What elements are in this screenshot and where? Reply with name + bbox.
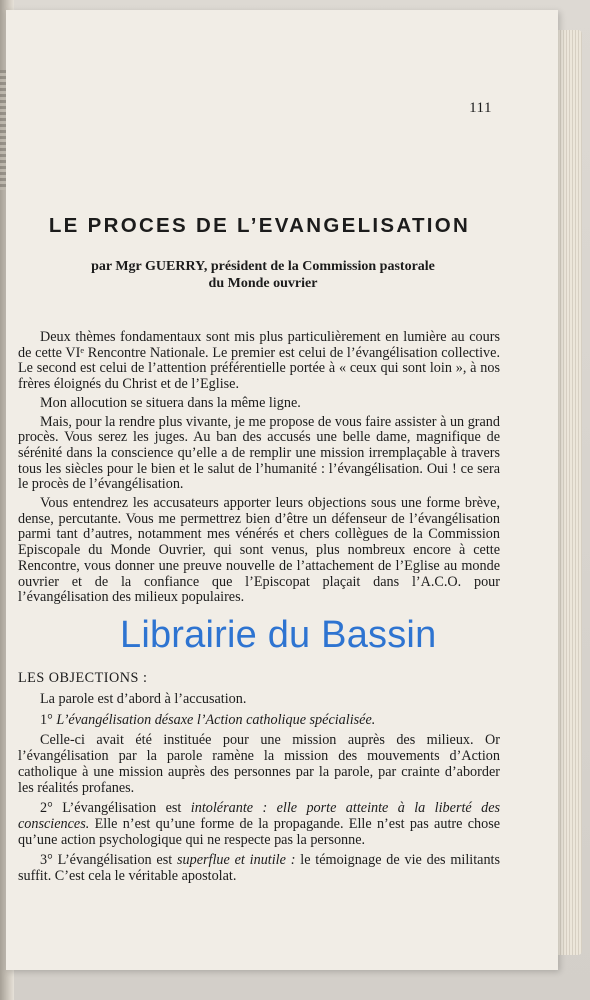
objection-rest: Elle n’est qu’une forme de la propagande. Elle n’est pas autre chose qu’une action psychologique qui ne respecte pas la personne.: [18, 815, 501, 848]
objection-number: 1°: [40, 711, 53, 728]
objection-1-text: Celle-ci avait été instituée pour une mission auprès des milieux. Or l’évangélisation par la parole ramène la mission des mouvements d’Action catholique à une mission auprès des personnes par la parole, par crainte d’aborder les réalités profanes.: [18, 732, 500, 796]
byline-line-1: par Mgr GUERRY, président de la Commission pastorale: [91, 259, 435, 274]
objections-intro: La parole est d’abord à l’accusation.: [40, 691, 247, 707]
paragraph: Vous entendrez les accusateurs apporter leurs objections sous une forme brève, dense, percutante. Vous me permettrez bien d’être un défenseur de l’évangélisation parmi tant d’autres, notamment mes vénérés et chers collègues de la Commission Episcopale du Monde Ouvrier, qui sont venus, plus nombreux encore à cette Rencontre, vous donner une preuve nouvelle de l’attachement de l’Eglise au monde ouvrier et de la confiance que l’Episcopat plaçait dans l’A.C.O. pour l’évangélisation des milieux populaires.: [18, 495, 500, 606]
objection-number: 2°: [40, 800, 53, 817]
objection-3: [18, 853, 500, 884]
objection-lead: L’évangélisation est: [62, 800, 182, 817]
page-number: 111: [469, 100, 492, 116]
body-text: [18, 330, 500, 606]
objection-emphasis: intolérante : elle porte atteinte à la liberté des consciences.: [18, 800, 501, 832]
paragraph: Mais, pour la rendre plus vivante, je me propose de vous faire assister à un grand procès. Vous serez les juges. Au ban des accusés une belle dame, magnifique de sérénité dans la conscience qu’elle a de remplir une mission irremplaçable à travers tous les siècles pour le bien et le salut de l’humanité : l’évangélisation. Oui ! ce sera le procès de l’évangélisation.: [18, 413, 500, 493]
objection-lead: L’évangélisation est: [57, 852, 173, 869]
objection-title: L’évangélisation désaxe l’Action catholique spécialisée.: [56, 711, 376, 728]
byline-line-2: du Monde ouvrier: [208, 276, 318, 291]
bookseller-watermark: Librairie du Bassin: [120, 614, 437, 656]
objection-1-heading: [18, 713, 500, 729]
byline: [38, 258, 488, 292]
objection-2: [18, 801, 500, 848]
objection-emphasis: superflue et inutile :: [177, 852, 296, 869]
paragraph: Deux thèmes fondamentaux sont mis plus particulièrement en lumière au cours de cette VIᵉ Rencontre Nationale. Le premier est celui de l’évangélisation collective. Le second est celui de l’attention préférentielle portée à « ceux qui sont loin », à nos frères éloignés du Christ et de l’Eglise.: [18, 329, 500, 393]
section-heading: LES OBJECTIONS :: [18, 670, 148, 686]
objection-rest: le témoignage de vie des militants suffit. C’est cela le véritable apostolat.: [18, 852, 501, 885]
objection-number: 3°: [40, 852, 53, 869]
article-title: LE PROCES DE L’EVANGELISATION: [48, 214, 471, 237]
book-page: [6, 10, 558, 970]
objections-list: [18, 692, 500, 885]
paragraph: Mon allocution se situera dans la même ligne.: [40, 394, 301, 411]
